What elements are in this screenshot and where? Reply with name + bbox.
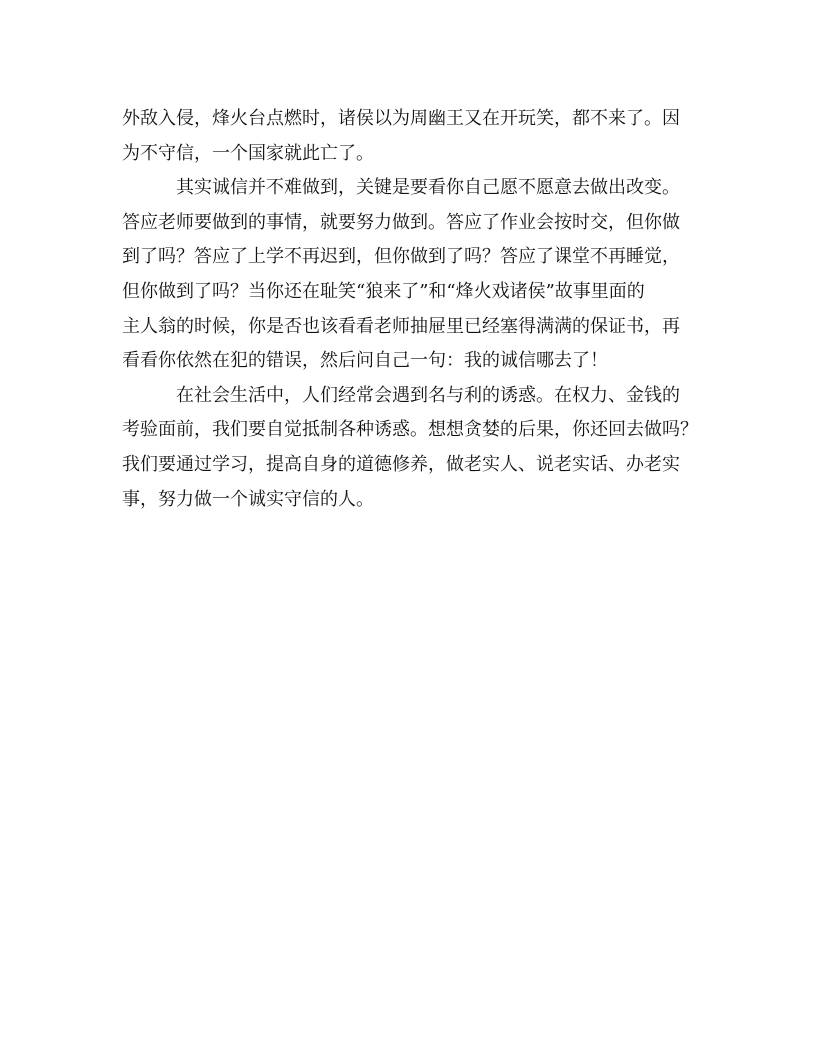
paragraph	[122, 102, 698, 171]
text-line: 事，努力做一个诚实守信的人。	[122, 488, 374, 510]
text-line: 其实诚信并不难做到，关键是要看你自己愿不愿意去做出改变。	[176, 177, 680, 199]
text-line: 外敌入侵，烽火台点燃时，诸侯以为周幽王又在开玩笑，都不来了。因	[122, 108, 680, 129]
text-line: 但你做到了吗？当你还在耻笑“狼来了”和“烽火戏诸侯”故事里面的	[122, 280, 645, 302]
paragraph	[122, 379, 698, 517]
text-line: 到了吗？答应了上学不再迟到，但你做到了吗？答应了课堂不再睡觉，	[122, 246, 680, 268]
paragraph	[122, 171, 698, 379]
text-line: 答应老师要做到的事情，就要努力做到。答应了作业会按时交，但你做	[122, 211, 680, 233]
text-line: 为不守信，一个国家就此亡了。	[122, 142, 374, 164]
text-line: 看看你依然在犯的错误，然后问自己一句：我的诚信哪去了！	[122, 350, 608, 372]
text-line: 主人翁的时候，你是否也该看看老师抽屉里已经塞得满满的保证书，再	[122, 315, 680, 337]
text-line: 在社会生活中，人们经常会遇到名与利的诱惑。在权力、金钱的	[176, 384, 680, 406]
text-line: 考验面前，我们要自觉抵制各种诱惑。想想贪婪的后果，你还回去做吗？	[122, 419, 698, 441]
body-text	[122, 102, 698, 517]
text-line: 我们要通过学习，提高自身的道德修养，做老实人、说老实话、办老实	[122, 453, 680, 475]
